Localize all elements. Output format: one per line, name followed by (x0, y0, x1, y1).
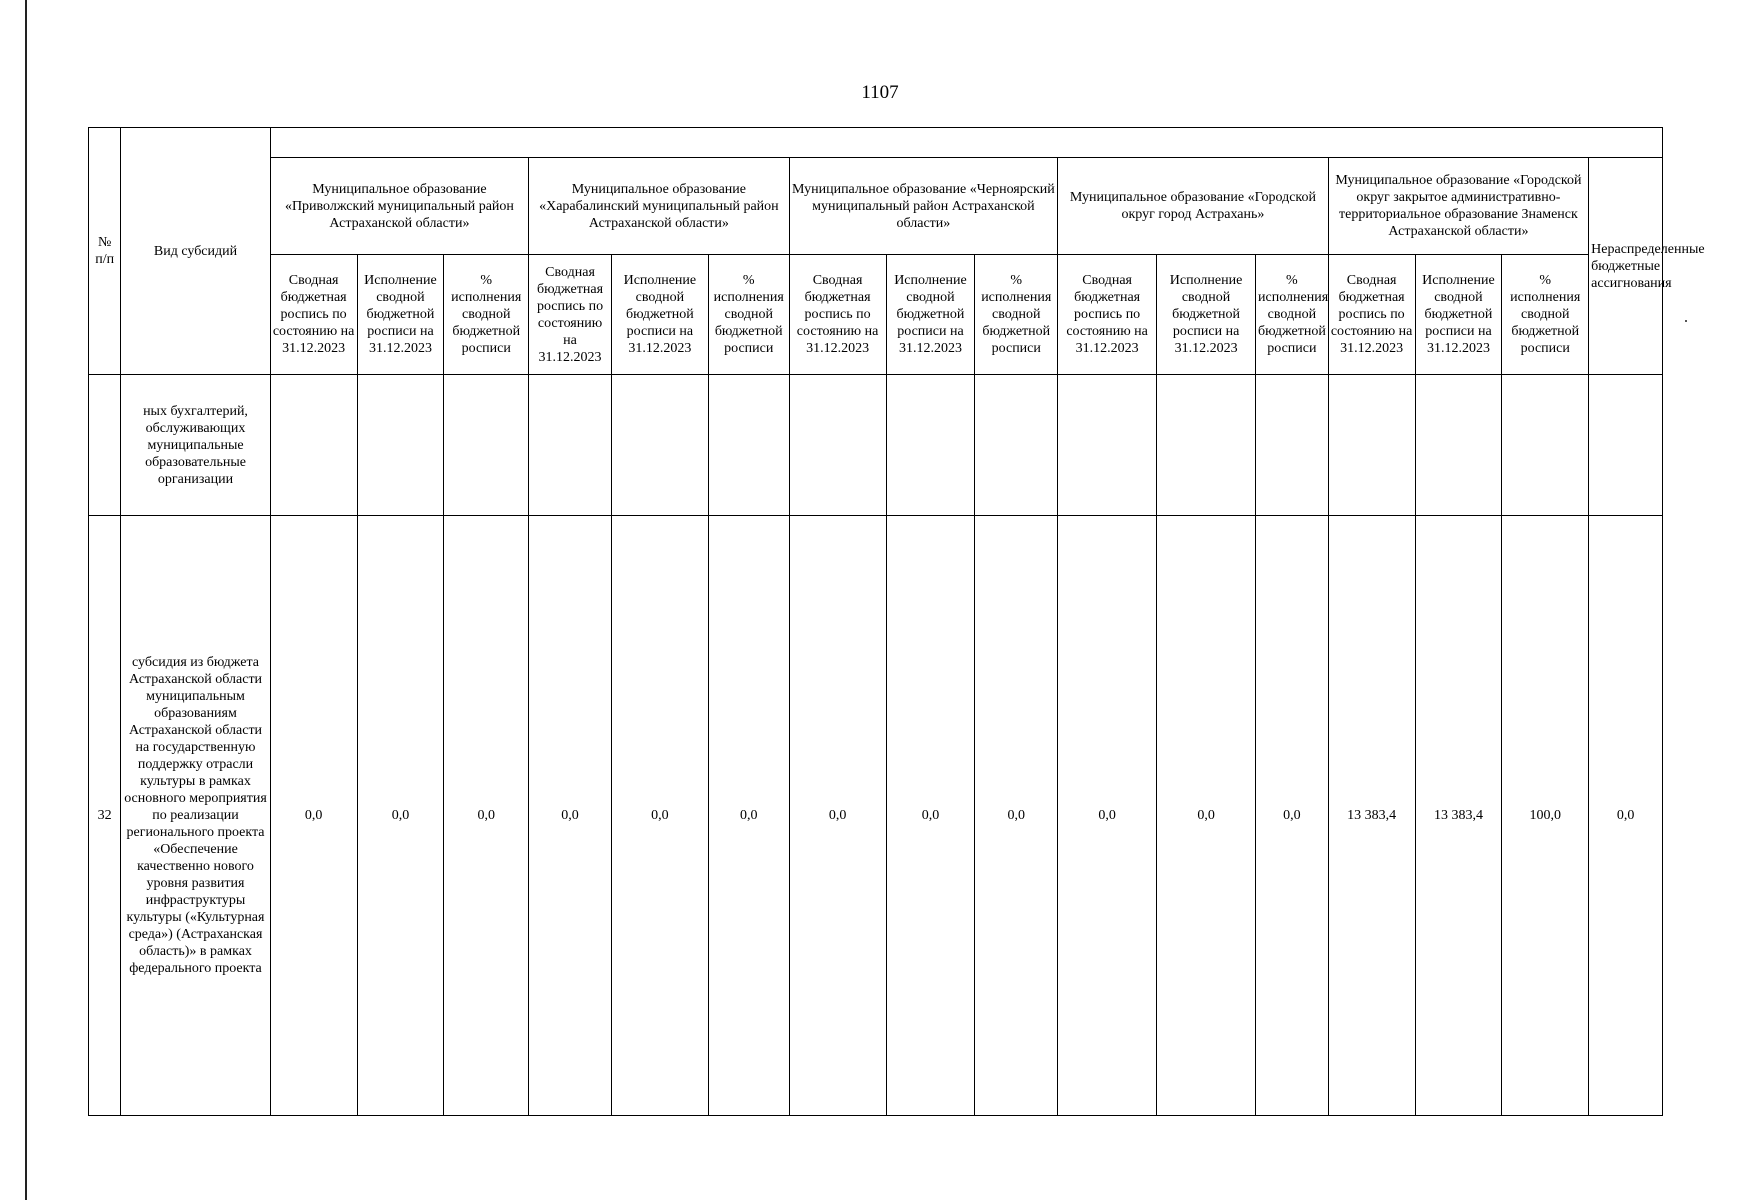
cell-value: 0,0 (1589, 516, 1663, 1116)
cell-value: 0,0 (886, 516, 975, 1116)
cell-value: 0,0 (708, 516, 789, 1116)
cell-value (1589, 375, 1663, 516)
subheader-execution: Исполнение сводной бюджетной росписи на 31.12.2023 (886, 255, 975, 375)
header-unallocated: Нераспределенные бюджетные ассигнования (1589, 158, 1663, 375)
scan-dot (1685, 320, 1687, 322)
cell-value (611, 375, 708, 516)
cell-value (1058, 375, 1157, 516)
header-subsidy-type: Вид субсидий (121, 128, 270, 375)
cell-value (1256, 375, 1329, 516)
table-row (89, 375, 1663, 516)
subheader-plan: Сводная бюджетная роспись по состоянию на 31.12.2023 (1328, 255, 1415, 375)
subheader-plan: Сводная бюджетная роспись по состоянию на 31.12.2023 (1058, 255, 1157, 375)
cell-value (357, 375, 444, 516)
cell-value: 0,0 (975, 516, 1058, 1116)
cell-value: 0,0 (529, 516, 612, 1116)
header-number: № п/п (89, 128, 121, 375)
cell-value (444, 375, 529, 516)
subheader-execution: Исполнение сводной бюджетной росписи на 31.12.2023 (1157, 255, 1256, 375)
subheader-plan: Сводная бюджетная роспись по состоянию на 31.12.2023 (270, 255, 357, 375)
subheader-plan: Сводная бюджетная роспись по состоянию на 31.12.2023 (529, 255, 612, 375)
cell-value: 0,0 (789, 516, 886, 1116)
cell-value: 0,0 (444, 516, 529, 1116)
cell-value (1328, 375, 1415, 516)
group-privolzhsky: Муниципальное образование «Приволжский муниципальный район Астраханской области» (270, 158, 528, 255)
row-subsidy-type: субсидия из бюджета Астраханской области муниципальным образованиям Астраханской области на государственную поддержку отрасли культуры в рамках основного мероприятия по реализации регионального проекта «Обеспечение качественно нового уровня развития инфраструктуры культуры («Культурная среда») (Астраханская область)» в рамках федерального проекта (121, 516, 270, 1116)
cell-value (708, 375, 789, 516)
subheader-execution: Исполнение сводной бюджетной росписи на 31.12.2023 (611, 255, 708, 375)
cell-value: 13 383,4 (1415, 516, 1502, 1116)
cell-value (975, 375, 1058, 516)
group-znamensk: Муниципальное образование «Городской округ закрытое административно-территориальное образование Знаменск Астраханской области» (1328, 158, 1588, 255)
header-top-blank (270, 128, 1662, 158)
subheader-execution: Исполнение сводной бюджетной росписи на 31.12.2023 (1415, 255, 1502, 375)
page-number: 1107 (861, 82, 899, 103)
group-chernoyarsky: Муниципальное образование «Черноярский муниципальный район Астраханской области» (789, 158, 1058, 255)
cell-value (886, 375, 975, 516)
header-row-subcolumns (89, 255, 1663, 375)
cell-value: 0,0 (611, 516, 708, 1116)
cell-value (789, 375, 886, 516)
cell-value: 0,0 (1157, 516, 1256, 1116)
row-number: 32 (89, 516, 121, 1116)
row-number (89, 375, 121, 516)
header-row-groups (89, 158, 1663, 255)
subheader-execution: Исполнение сводной бюджетной росписи на 31.12.2023 (357, 255, 444, 375)
cell-value (1157, 375, 1256, 516)
cell-value: 13 383,4 (1328, 516, 1415, 1116)
header-row-top (89, 128, 1663, 158)
cell-value (1415, 375, 1502, 516)
cell-value (1502, 375, 1589, 516)
subheader-percent: % исполнения сводной бюджетной росписи (975, 255, 1058, 375)
cell-value: 100,0 (1502, 516, 1589, 1116)
budget-table (88, 127, 1705, 1116)
subheader-percent: % исполнения сводной бюджетной росписи (444, 255, 529, 375)
subheader-percent: % исполнения сводной бюджетной росписи (1502, 255, 1589, 375)
table-row (89, 516, 1663, 1116)
subheader-percent: % исполнения сводной бюджетной росписи (708, 255, 789, 375)
cell-value: 0,0 (357, 516, 444, 1116)
cell-value (270, 375, 357, 516)
row-subsidy-type: ных бухгалтерий, обслуживающих муниципальные образовательные организации (121, 375, 270, 516)
cell-value: 0,0 (1058, 516, 1157, 1116)
subheader-percent: % исполнения сводной бюджетной росписи (1256, 255, 1329, 375)
page-margin-line (25, 0, 27, 1200)
group-astrakhan-city: Муниципальное образование «Городской округ город Астрахань» (1058, 158, 1329, 255)
cell-value: 0,0 (1256, 516, 1329, 1116)
group-kharabalinsky: Муниципальное образование «Харабалинский муниципальный район Астраханской области» (529, 158, 789, 255)
subheader-plan: Сводная бюджетная роспись по состоянию на 31.12.2023 (789, 255, 886, 375)
cell-value (529, 375, 612, 516)
cell-value: 0,0 (270, 516, 357, 1116)
